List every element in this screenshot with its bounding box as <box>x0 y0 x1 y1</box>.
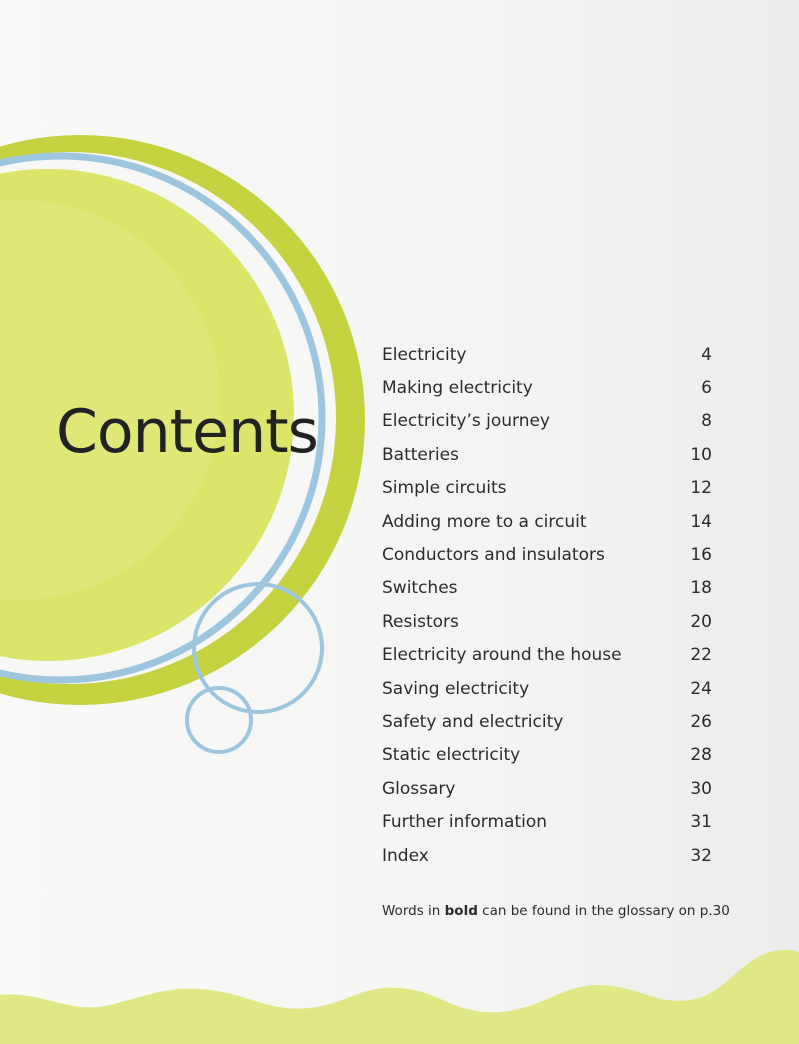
contents-entry[interactable] <box>382 639 712 672</box>
bottom-wave <box>0 950 799 1044</box>
contents-entry[interactable] <box>382 371 712 404</box>
contents-entry[interactable] <box>382 672 712 705</box>
contents-entry-page: 26 <box>690 711 712 732</box>
contents-entry-page: 8 <box>701 411 712 432</box>
contents-entry-page: 28 <box>690 745 712 766</box>
glossary-note-bold: bold <box>444 903 478 919</box>
contents-entry-label: Saving electricity <box>382 678 530 699</box>
contents-entry-page: 20 <box>690 611 712 632</box>
contents-entry-page: 31 <box>690 812 712 833</box>
contents-entry-label: Safety and electricity <box>382 711 564 732</box>
contents-entry-label: Conductors and insulators <box>382 545 605 566</box>
contents-entry[interactable] <box>382 572 712 605</box>
contents-entry-label: Glossary <box>382 778 456 799</box>
contents-entry[interactable] <box>382 405 712 438</box>
contents-entry[interactable] <box>382 338 712 371</box>
contents-entry-page: 32 <box>690 845 712 866</box>
contents-entry-label: Simple circuits <box>382 478 507 499</box>
contents-entry[interactable] <box>382 605 712 638</box>
contents-list <box>382 338 712 872</box>
contents-entry-page: 10 <box>690 444 712 465</box>
contents-entry[interactable] <box>382 505 712 538</box>
contents-entry-page: 16 <box>690 545 712 566</box>
contents-entry[interactable] <box>382 739 712 772</box>
contents-entry[interactable] <box>382 538 712 571</box>
contents-entry-page: 6 <box>701 378 712 399</box>
contents-entry-label: Adding more to a circuit <box>382 511 587 532</box>
contents-entry-page: 22 <box>690 645 712 666</box>
contents-entry-label: Electricity <box>382 344 467 365</box>
contents-entry-label: Electricity’s journey <box>382 411 550 432</box>
glossary-note-before: Words in <box>382 903 445 919</box>
contents-entry-page: 12 <box>690 478 712 499</box>
contents-entry-page: 4 <box>701 344 712 365</box>
contents-entry[interactable] <box>382 839 712 872</box>
contents-entry-page: 24 <box>690 678 712 699</box>
contents-entry[interactable] <box>382 472 712 505</box>
contents-entry-page: 18 <box>690 578 712 599</box>
contents-entry-page: 30 <box>690 778 712 799</box>
contents-entry-label: Batteries <box>382 444 459 465</box>
contents-entry-page: 14 <box>690 511 712 532</box>
contents-entry[interactable] <box>382 705 712 738</box>
contents-entry[interactable] <box>382 805 712 838</box>
glossary-note-after: can be found in the glossary on p.30 <box>477 903 730 919</box>
contents-entry-label: Switches <box>382 578 458 599</box>
page-title: Contents <box>56 397 318 467</box>
glossary-note <box>382 903 730 919</box>
contents-entry[interactable] <box>382 438 712 471</box>
contents-entry[interactable] <box>382 772 712 805</box>
contents-entry-label: Making electricity <box>382 378 533 399</box>
contents-entry-label: Electricity around the house <box>382 645 622 666</box>
contents-entry-label: Resistors <box>382 611 459 632</box>
contents-entry-label: Further information <box>382 812 548 833</box>
contents-entry-label: Static electricity <box>382 745 521 766</box>
contents-entry-label: Index <box>382 845 429 866</box>
